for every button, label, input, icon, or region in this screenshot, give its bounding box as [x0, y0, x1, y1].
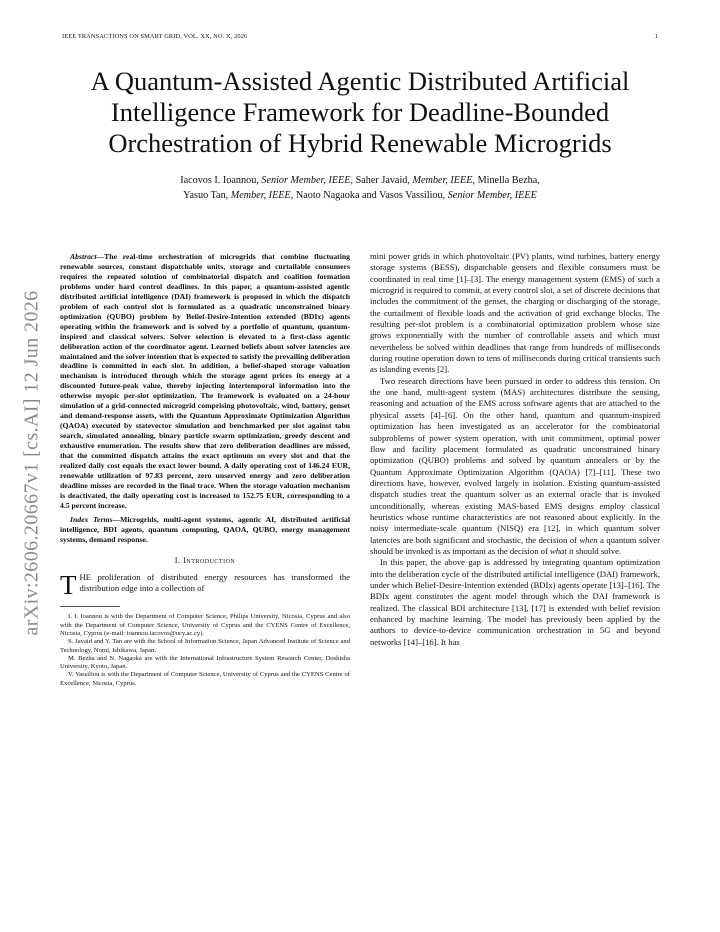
author-line-2: [60, 188, 660, 203]
body-paragraph: mini power grids in which photovoltaic (PV) plants, wind turbines, battery energy storage systems (BESS), dispatchable gensets and flexible consumers must be coordinated in real time [1]–[3]. The energy management system (EMS) of such a microgrid is required to commit, at every control slot, a set of discrete decisions that includes the commitment of the genset, the charging or discharging of the storage, the curtailment of flexible loads and the activation of grid exchange blocks. The resulting per-slot problem is a combinatorial optimization problem whose size grows exponentially with the number of controllable assets and which must nevertheless be solved within deadlines that range from hundreds of milliseconds during routine operation down to tens of milliseconds during critical transients such as islanding events [2].: [370, 251, 660, 375]
body-paragraph: In this paper, the above gap is addressed by integrating quantum optimization into the deliberation cycle of the distributed artificial intelligence (DAI) framework, under which Belief-Desire-Intention extended (BDIx) agents operate [13]–[16]. The BDIx agent constitutes the agent model through which the DAI framework is realized. The classical BDI architecture [13], [17] is extended with belief revision enhanced by machine learning. The model has previously been applied by the authors to device-to-device communication orchestration in 5G and beyond networks [14]–[16]. It has: [370, 557, 660, 647]
index-terms-lead: Index Terms: [70, 514, 113, 524]
author-text: Yasuo Tan,: [183, 190, 231, 201]
intro-first-paragraph: [60, 569, 350, 600]
drop-cap: T: [60, 569, 77, 600]
author-text: Minella Bezha,: [475, 175, 540, 186]
paper-title: A Quantum-Assisted Agentic Distributed Artificial Intelligence Framework for Deadline-Bounded Orchestration of Hybrid Renewable Microgrids: [90, 66, 630, 158]
intro-first-text: HE proliferation of distributed energy resources has transformed the distribution edge into a collection of: [79, 571, 350, 594]
author-list: [60, 173, 660, 203]
author-affil: Senior Member, IEEE: [447, 190, 537, 201]
footnote: I. I. Ioannou is with the Department of Computer Science, Philips University, Nicosia, Cyprus and also with the Department of Computer Science, University of Cyprus and the CYENS Centre of Excellence, Nicosia, Cyprus (e-mail: ioannou.iacovos@ucy.ac.cy).: [60, 613, 350, 637]
abstract: [60, 252, 350, 511]
arxiv-sidebar: [14, 263, 50, 663]
right-column: [370, 251, 660, 648]
author-text: Naoto Nagaoka and Vasos Vassiliou,: [293, 190, 448, 201]
author-affil: Member, IEEE,: [412, 175, 476, 186]
page-number: 1: [654, 33, 658, 40]
body-emphasis: when: [579, 534, 598, 545]
author-affil: Member, IEEE,: [230, 190, 294, 201]
body-text: it should solve.: [566, 545, 622, 556]
author-text: Iacovos I. Ioannou,: [180, 175, 262, 186]
body-emphasis: what: [549, 545, 567, 556]
body-text: a quantum solver should be invoked is as important as the decision of: [370, 534, 660, 556]
footnote-rule: [60, 606, 120, 607]
body-text: Two research directions have been pursued in order to address this tension. On the one hand, multi-agent system (MAS) architectures distribute the sensing, reasoning and actuation of the EMS across software agents that are attached to the physical assets [4]–[6]. On the other hand, quantum and quantum-inspired optimization has been investigated as an accelerator for the combinatorial subproblems of power system operation, with unit commitment, optimal power flow and facility placement formulated as quadratic unconstrained binary optimization (QUBO) problems and solved by quantum annealers or by the Quantum Approximate Optimization Algorithm (QAOA) [7]–[11]. These two directions have, however, evolved largely in isolation. Existing quantum-assisted dispatch studies treat the quantum solver as an external oracle that is invoked unconditionally, whereas existing MAS-based EMS designs employ classical heuristics whose runtime characteristics are not reasoned about explicitly. In the noisy intermediate-scale quantum (NISQ) era [12], in which quantum solver latencies are both significant and stochastic, the decision of: [370, 375, 660, 545]
footnote: S. Javaid and Y. Tan are with the School of Information Science, Japan Advanced Institute of Science and Technology, Nomi, Ishikawa, Japan.: [60, 638, 350, 654]
abstract-text: —The real-time orchestration of microgrids that combine fluctuating renewable sources, constant dispatchable units, storage and curtailable consumers requires the repeated solution of combinatorial dispatch and coalition formation problems under hard control deadlines. In this paper, a quantum-assisted agentic distributed artificial intelligence (DAI) framework is proposed in which the dispatch problem of each control slot is formulated as a quadratic unconstrained binary optimization (QUBO) problem by Belief-Desire-Intention extended (BDIx) agents operating within the framework and is solved by a portfolio of quantum, quantum-inspired and classical solvers. Solver selection is elevated to a first-class agentic deliberation action of the coordinator agent. Learned beliefs about solver latencies are maintained and the solver intention that is expected to satisfy the prevailing deliberation deadline is committed in each slot. In addition, a belief-shaped storage valuation mechanism is introduced through which the storage agent prices its energy at a discounted future-peak value, thereby injecting intertemporal information into the otherwise myopic per-slot optimization. The framework is evaluated on a 24-hour simulation of a grid-connected microgrid comprising photovoltaic, wind, battery, genset and demand-response assets, with the Quantum Approximate Optimization Algorithm (QAOA) executed by statevector simulation and benchmarked per slot against tabu search, simulated annealing, binary particle swarm optimization, greedy descent and exhaustive enumeration. The results show that zero deliberation deadlines are missed, that the committed dispatch attains the exact optimum on every slot and that the realized daily cost equals the exact lower bound. A daily operating cost of 146.24 EUR, renewable utilization of 97.83 percent, zero unserved energy and zero deliberation deadline misses are recorded in the final trace. When the storage valuation mechanism is deactivated, the daily operating cost is increased to 152.75 EUR, corresponding to a 4.5 percent increase.: [60, 252, 350, 510]
index-terms-text: —Microgrids, multi-agent systems, agentic AI, distributed artificial intelligence, BDI agents, quantum computing, QAOA, QUBO, energy management systems, demand response.: [60, 514, 350, 544]
footnote: M. Bezha and N. Nagaoka are with the International Infrastructure System Research Center, Doshisha University, Kyoto, Japan.: [60, 654, 350, 671]
journal-name: IEEE TRANSACTIONS ON SMART GRID, VOL. XX, NO. X, 2026: [62, 33, 248, 40]
running-header: [62, 33, 658, 43]
abstract-lead: Abstract: [70, 252, 97, 261]
footnotes: [60, 613, 350, 688]
author-line-1: [60, 173, 660, 188]
footnote: V. Vassiliou is with the Department of Computer Science, University of Cyprus and the CYENS Centre of Excellence, Nicosia, Cyprus.: [60, 671, 350, 687]
author-text: Saher Javaid,: [353, 175, 413, 186]
body-paragraph: [370, 376, 660, 558]
arxiv-stamp: arXiv:2606.20667v1 [cs.AI] 12 Jun 2026: [20, 290, 43, 636]
section-heading-introduction: I. Introduction: [174, 555, 236, 565]
author-affil: Senior Member, IEEE,: [261, 175, 354, 186]
index-terms: [60, 515, 350, 545]
left-column: [60, 252, 350, 688]
